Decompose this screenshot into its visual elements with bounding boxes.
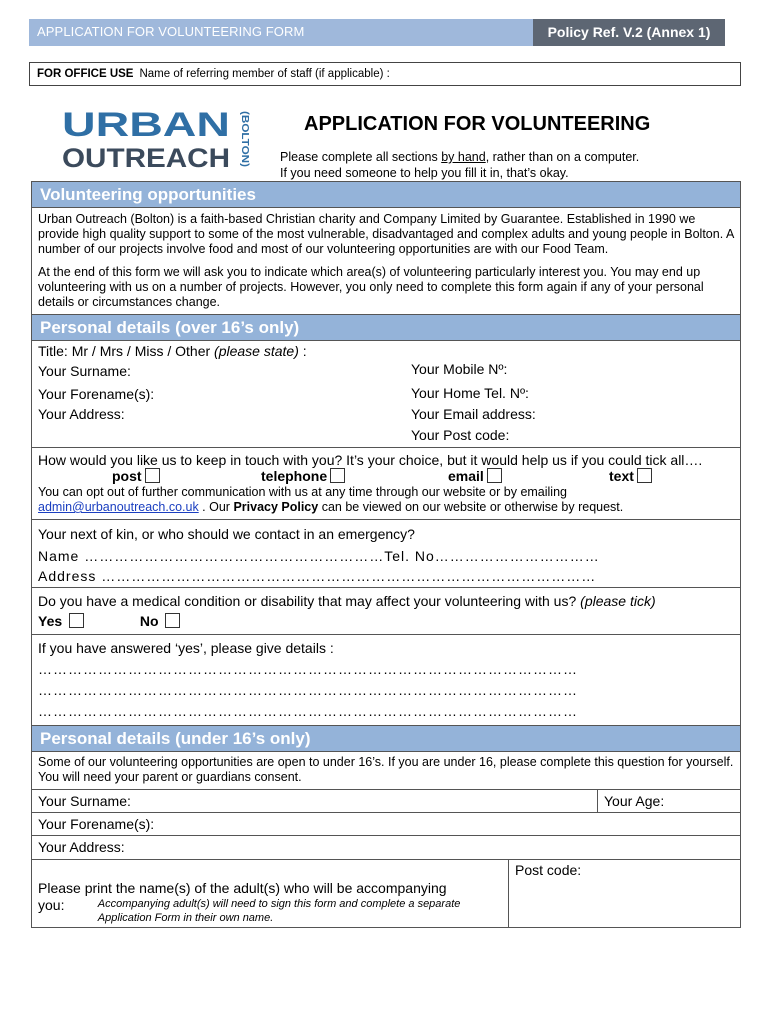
next-of-kin[interactable] [32,520,740,588]
under16-age-field[interactable]: Your Age: [604,793,665,809]
section-personal-over16-heading: Personal details (over 16’s only) [32,315,740,341]
mobile-field[interactable]: Your Mobile Nº: [411,361,508,377]
accompanying-adult-note: Accompanying adult(s) will need to sign this form and complete a separate Application Form in their own name. [97,898,461,924]
no-checkbox[interactable] [165,613,180,628]
details-line-3[interactable]: ……………………………………………………………………………………………… [38,703,578,719]
email-field[interactable]: Your Email address: [411,406,536,422]
contact-email-option[interactable]: email [448,468,484,484]
policy-ref: Policy Ref. V.2 (Annex 1) [533,19,725,46]
postcode-field[interactable]: Your Post code: [411,427,510,443]
form-title-header: APPLICATION FOR VOLUNTEERING FORM [37,24,305,39]
office-use-label: FOR OFFICE USE [37,68,134,80]
volunteering-info: Urban Outreach (Bolton) is a faith-based Christian charity and Company Limited by Guarantee. Established in 1990 we provide high quality support to some of the most vulnerable, disadvantaged and complex adults and young people in Bolton. A number of our projects involve food and most of our volunteering opportunities are with our Food Team. At the end of this form we will ask you to indicate which area(s) of volunteering particularly interest you. You may end up volunteering with us on a number of projects. However, you only need to complete this form again if any of your personal details or circumstances change. [32,208,740,315]
section-personal-under16-heading: Personal details (under 16’s only) [32,726,740,752]
office-use-text: Name of referring member of staff (if applicable) : [139,68,390,80]
under16-surname-field[interactable]: Your Surname: [32,790,598,812]
kin-address-line[interactable]: Address ……………………………………………………………………………………… [38,568,597,584]
logo-line-urban: URBAN [62,109,230,144]
urban-outreach-logo [62,109,252,171]
title-field[interactable]: Title: Mr / Mrs / Miss / Other (please state) : [38,343,307,359]
application-form [31,181,741,928]
contact-question: How would you like us to keep in touch with you? It’s your choice, but it would help us if you could tick all…. [38,452,703,468]
under16-adult-row [32,860,740,927]
under16-forename-field[interactable]: Your Forename(s): [32,813,740,836]
kin-name-tel-line[interactable]: Name ……………………………………………………Tel. No…………………………… [38,548,600,564]
admin-email-link[interactable]: admin@urbanoutreach.co.uk [38,500,199,514]
details-prompt: If you have answered ‘yes’, please give details : [38,640,334,656]
kin-question: Your next of kin, or who should we contact in an emergency? [38,526,415,542]
medical-no-option[interactable]: No [140,613,181,629]
address-field[interactable]: Your Address: [38,406,125,422]
details-line-1[interactable]: ……………………………………………………………………………………………… [38,661,578,677]
under16-surname-age-row [32,790,740,813]
contact-options [38,468,734,485]
intro-text: Please complete all sections by hand, rather than on a computer. If you need someone to help you fill it in, that’s okay. [280,150,640,180]
logo-line-outreach: OUTREACH [62,143,231,171]
contact-preferences [32,448,740,520]
details-line-2[interactable]: ……………………………………………………………………………………………… [38,682,578,698]
text-checkbox[interactable] [637,468,652,483]
surname-field[interactable]: Your Surname: [38,363,131,379]
medical-details[interactable] [32,635,740,726]
personal-details-over16[interactable] [32,341,740,448]
medical-condition [32,588,740,635]
contact-text-option[interactable]: text [609,468,634,484]
accompanying-adult-field[interactable]: Please print the name(s) of the adult(s) who will be accompanying you: Accompanying adult(s) will need to sign this form and complete a separate Application Form in their own name. [32,860,509,927]
forename-field[interactable]: Your Forename(s): [38,386,155,402]
privacy-line: admin@urbanoutreach.co.uk . Our Privacy Policy can be viewed on our website or otherwise by request. [38,500,624,514]
under16-address-field[interactable]: Your Address: [32,836,740,860]
email-checkbox[interactable] [487,468,502,483]
section-volunteering-heading: Volunteering opportunities [32,182,740,208]
telephone-checkbox[interactable] [330,468,345,483]
post-checkbox[interactable] [145,468,160,483]
please-tick-note: (please tick) [580,593,656,609]
medical-question: Do you have a medical condition or disability that may affect your volunteering with us? [38,593,577,609]
contact-post-option[interactable]: post [112,468,142,484]
contact-telephone-option[interactable]: telephone [261,468,327,484]
page-title: APPLICATION FOR VOLUNTEERING [304,113,651,135]
home-tel-field[interactable]: Your Home Tel. Nº: [411,385,529,401]
header-bar [29,19,725,46]
optout-text: You can opt out of further communication with us at any time through our website or by emailing [38,485,567,499]
yes-checkbox[interactable] [69,613,84,628]
logo-line-bolton: (BOLTON) [239,111,250,159]
under16-postcode-field[interactable]: Post code: [515,862,582,878]
medical-yes-option[interactable]: Yes [38,613,84,629]
under16-intro: Some of our volunteering opportunities are open to under 16’s. If you are under 16, please complete this question for yourself. You will need your parent or guardians consent. [32,752,740,790]
office-use-box[interactable] [29,62,741,86]
